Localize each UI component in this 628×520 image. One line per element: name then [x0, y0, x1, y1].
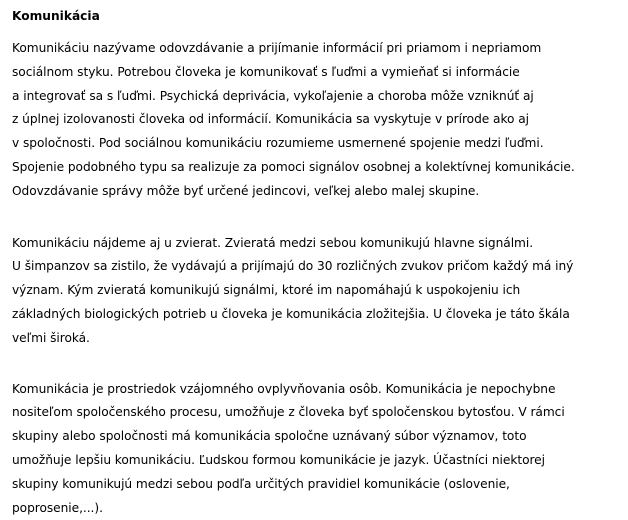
text-line: poprosenie,...).: [12, 500, 103, 515]
text-line: umožňuje lepšiu komunikáciu. Ľudskou formou komunikácie je jazyk. Účastníci niektorej: [12, 452, 545, 467]
text-line: skupiny komunikujú medzi sebou podľa určitých pravidiel komunikácie (oslovenie,: [12, 476, 510, 491]
text-line: veľmi široká.: [12, 330, 90, 345]
text-line: sociálnom styku. Potrebou človeka je komunikovať s ľuďmi a vymieňať si informácie: [12, 64, 520, 79]
text-line: a integrovať sa s ľuďmi. Psychická deprivácia, vykoľajenie a choroba môže vzniknúť aj: [12, 88, 534, 103]
text-line: v spoločnosti. Pod sociálnou komunikáciu rozumieme usmernené spojenie medzi ľuďmi.: [12, 136, 544, 151]
text-line: Komunikácia je prostriedok vzájomného ovplyvňovania osôb. Komunikácia je nepochybne: [12, 381, 556, 396]
text-line: U šimpanzov sa zistilo, že vydávajú a prijímajú do 30 rozličných zvukov pričom každý má iný: [12, 259, 574, 274]
paragraph-2: [12, 232, 624, 351]
text-line: Odovzdávanie správy môže byť určené jedincovi, veľkej alebo malej skupine.: [12, 183, 480, 198]
text-line: význam. Kým zvieratá komunikujú signálmi, ktoré im napomáhajú k uspokojeniu ich: [12, 283, 521, 298]
text-line: z úplnej izolovanosti človeka od informácií. Komunikácia sa vyskytuje v prírode ako aj: [12, 112, 530, 127]
paragraph-3: [12, 378, 624, 520]
text-line: základných biologických potrieb u človeka je komunikácia zložitejšia. U človeka je táto škála: [12, 306, 570, 321]
paragraph-1: [12, 37, 624, 204]
text-line: skupiny alebo spoločnosti má komunikácia spoločne uznávaný súbor významov, toto: [12, 429, 527, 444]
document-body: [12, 8, 624, 520]
document-title: Komunikácia: [12, 9, 100, 23]
text-line: Spojenie podobného typu sa realizuje za pomoci signálov osobnej a kolektívnej komunikácie.: [12, 159, 575, 174]
text-line: Komunikáciu nazývame odovzdávanie a prijímanie informácií pri priamom i nepriamom: [12, 41, 542, 55]
text-line: Komunikáciu nájdeme aj u zvierat. Zvieratá medzi sebou komunikujú hlavne signálmi.: [12, 235, 534, 250]
text-line: nositeľom spoločenského procesu, umožňuje z človeka byť spoločenskou bytosťou. V rámci: [12, 405, 565, 420]
